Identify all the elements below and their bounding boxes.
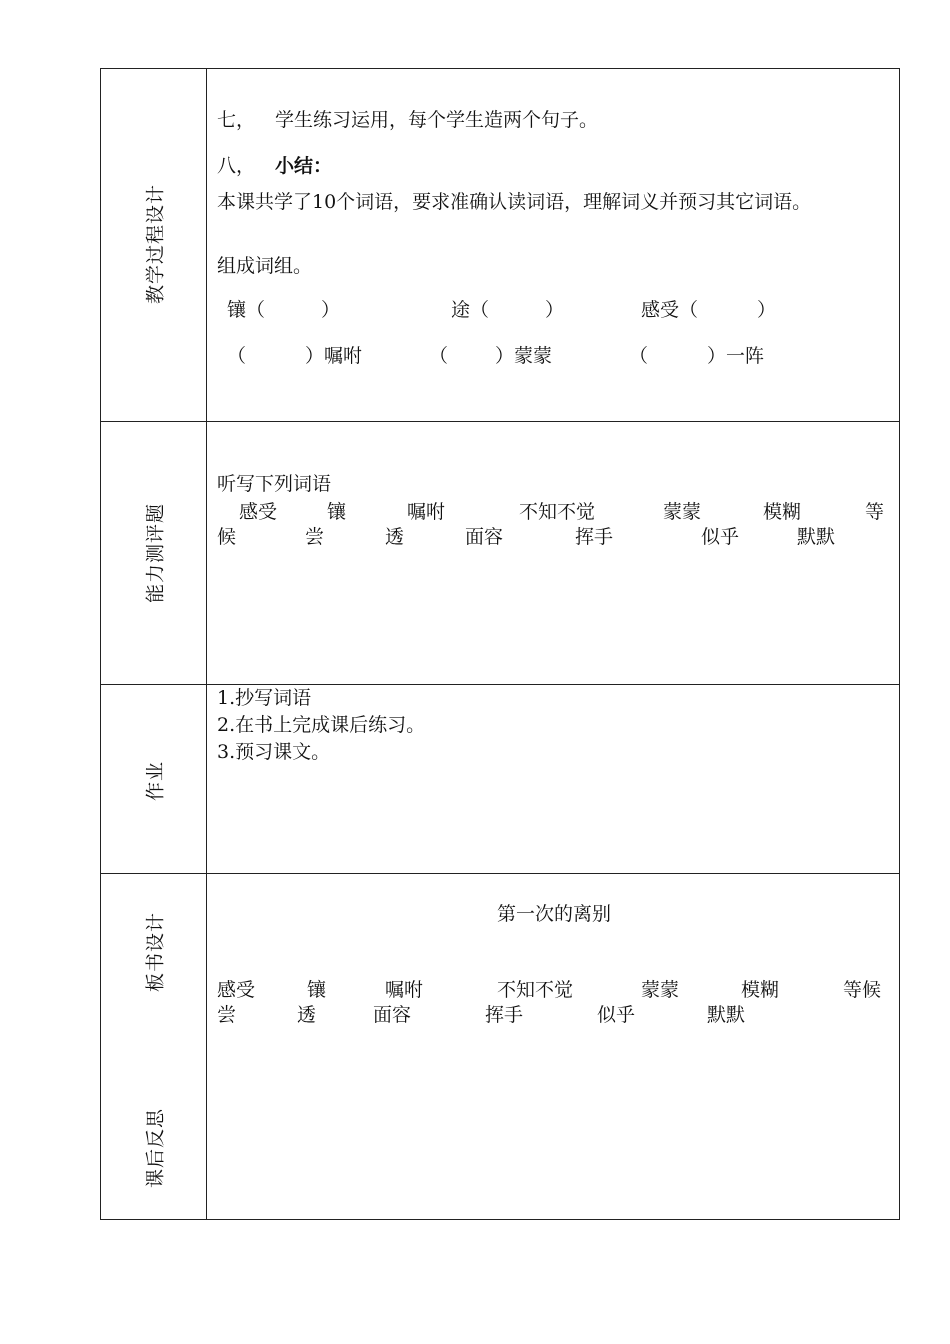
label-cell-teaching-process <box>101 69 207 421</box>
dictation-word: 面容 <box>465 526 504 548</box>
label-homework: 作业 <box>144 760 166 802</box>
group-blank-open: （ <box>227 345 247 367</box>
board-word: 面容 <box>373 1004 412 1026</box>
row-board-and-reflection <box>101 874 899 1219</box>
board-design-content <box>217 874 885 1219</box>
dictation-word: 蒙蒙 <box>663 501 702 523</box>
summary-text: 本课共学了10个词语，要求准确认读词语，理解词义并预习其它词语。 <box>217 191 812 213</box>
group-title: 组成词组。 <box>217 255 313 277</box>
board-word: 等候 <box>843 979 882 1001</box>
dictation-word: 候 <box>217 526 237 548</box>
group-blank-close: ） <box>757 299 777 321</box>
group-blank-close: ） <box>545 299 565 321</box>
group-blank-open: 感受（ <box>641 299 699 321</box>
homework-item: 1.抄写词语 <box>217 687 312 709</box>
board-word: 挥手 <box>485 1004 524 1026</box>
group-blank-open: （ <box>429 345 449 367</box>
assessment-title: 听写下列词语 <box>217 473 332 495</box>
board-word: 透 <box>297 1004 317 1026</box>
dictation-word: 默默 <box>797 526 836 548</box>
step-8-title: 小结： <box>275 155 333 177</box>
lesson-plan-table <box>100 68 900 1220</box>
label-cell-assessment <box>101 422 207 684</box>
row-teaching-process <box>101 69 899 422</box>
teaching-process-content <box>217 69 885 421</box>
dictation-word: 嘱咐 <box>407 501 446 523</box>
label-teaching-process: 教学过程设计 <box>144 183 166 305</box>
step-8 <box>217 154 332 178</box>
homework-item: 2.在书上完成课后练习。 <box>217 714 426 736</box>
dictation-word: 等 <box>865 501 885 523</box>
dictation-word: 模糊 <box>763 501 802 523</box>
group-blank-open: （ <box>629 345 649 367</box>
step-7 <box>217 108 598 132</box>
dictation-word: 感受 <box>239 501 278 523</box>
group-blank-close: ）嘱咐 <box>305 345 363 367</box>
step-7-text: 学生练习运用，每个学生造两个句子。 <box>275 109 599 131</box>
label-assessment: 能力测评题 <box>144 502 166 604</box>
dictation-word: 透 <box>385 526 405 548</box>
label-cell-board-and-reflection <box>101 874 207 1219</box>
dictation-word: 尝 <box>305 526 325 548</box>
board-word: 镶 <box>307 979 327 1001</box>
dictation-word: 似乎 <box>701 526 740 548</box>
group-blank-open: 镶（ <box>227 299 266 321</box>
board-word: 模糊 <box>741 979 780 1001</box>
homework-item: 3.预习课文。 <box>217 741 331 763</box>
label-reflection: 课后反思 <box>144 1107 166 1189</box>
group-blank-open: 途（ <box>451 299 490 321</box>
assessment-content <box>217 422 885 684</box>
board-word: 尝 <box>217 1004 237 1026</box>
step-8-number: 八， <box>217 155 256 177</box>
label-cell-homework <box>101 685 207 873</box>
homework-content <box>217 685 885 873</box>
group-blank-close: ）蒙蒙 <box>495 345 553 367</box>
dictation-word: 挥手 <box>575 526 614 548</box>
board-word: 嘱咐 <box>385 979 424 1001</box>
board-word: 感受 <box>217 979 256 1001</box>
row-homework <box>101 685 899 874</box>
board-word: 默默 <box>707 1004 746 1026</box>
label-board-design: 板书设计 <box>144 911 166 993</box>
board-word: 蒙蒙 <box>641 979 680 1001</box>
board-title: 第一次的离别 <box>497 903 612 925</box>
group-blank-close: ） <box>321 299 341 321</box>
group-blank-close: ）一阵 <box>707 345 765 367</box>
board-word: 似乎 <box>597 1004 636 1026</box>
board-word: 不知不觉 <box>497 979 574 1001</box>
dictation-word: 不知不觉 <box>519 501 596 523</box>
step-7-number: 七， <box>217 109 256 131</box>
dictation-word: 镶 <box>327 501 347 523</box>
row-assessment <box>101 422 899 685</box>
